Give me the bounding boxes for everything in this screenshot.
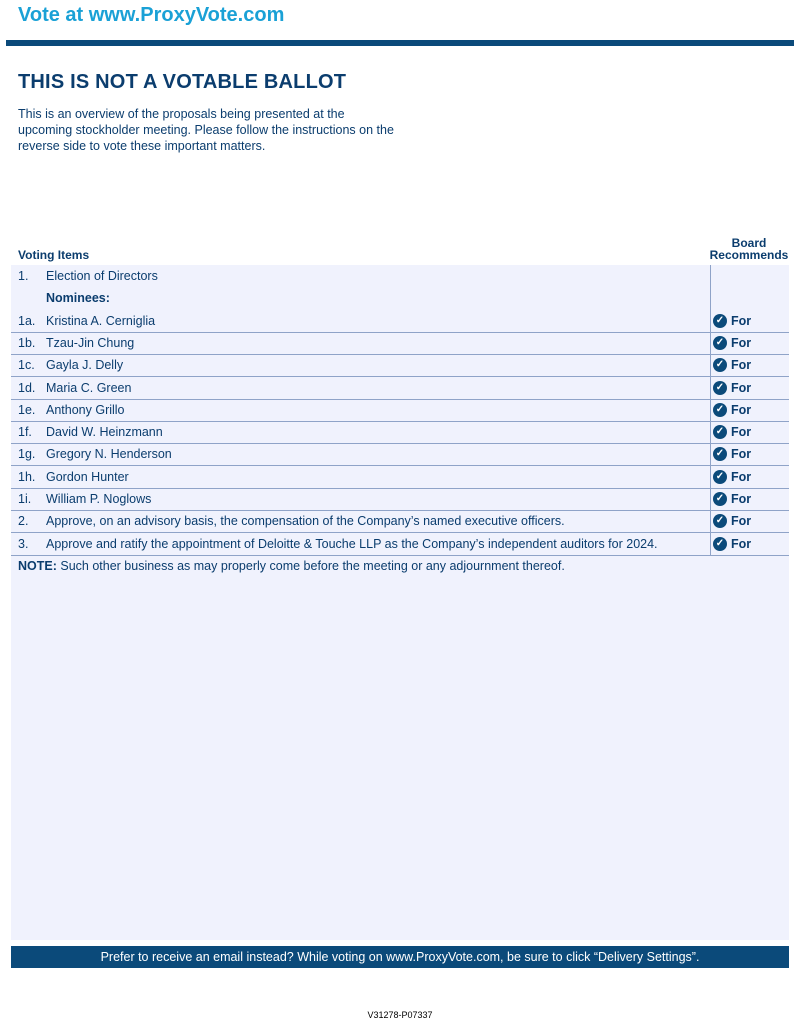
document-code: V31278-P07337 (367, 1010, 433, 1020)
intro-paragraph: This is an overview of the proposals being presented at the upcoming stockholder meeting. Please follow the instructions on the reverse side to vote these important matters. (18, 107, 394, 153)
note-label: NOTE: (18, 559, 57, 573)
check-circle-icon: ✓ (713, 492, 727, 506)
recommendation-label: For (731, 380, 752, 395)
voting-item-row (11, 377, 789, 400)
not-votable-heading: THIS IS NOT A VOTABLE BALLOT (18, 71, 347, 93)
voting-item-row (11, 399, 789, 422)
board-recommends-line1: Board (731, 236, 767, 250)
item-text: Approve, on an advisory basis, the compensation of the Company’s named executive officers. (46, 514, 565, 529)
item-number: 1c. (18, 358, 35, 373)
check-circle-icon: ✓ (713, 403, 727, 417)
item-text: Anthony Grillo (46, 402, 125, 417)
voting-item-row (11, 421, 789, 444)
board-recommendation (713, 421, 751, 443)
board-recommendation (713, 488, 751, 510)
voting-item-row (11, 510, 789, 533)
item-number: 1. (18, 269, 29, 283)
board-recommendation (713, 310, 751, 332)
voting-item-row (11, 443, 789, 466)
board-recommendation (713, 510, 751, 532)
recommendation-label: For (731, 313, 752, 328)
item-text: Gregory N. Henderson (46, 447, 172, 462)
voting-items-panel (11, 265, 789, 940)
voting-item-row (11, 466, 789, 489)
proxyvote-header-title: Vote at www.ProxyVote.com (18, 4, 285, 26)
recommendation-label: For (731, 536, 752, 551)
item-text: David W. Heinzmann (46, 425, 163, 440)
check-circle-icon: ✓ (713, 447, 727, 461)
recommendation-label: For (731, 358, 752, 373)
board-recommendation (713, 332, 751, 354)
item-number: 2. (18, 514, 29, 529)
board-recommendation (713, 466, 751, 488)
item-text: Approve and ratify the appointment of Deloitte & Touche LLP as the Company’s independent auditors for 2024. (46, 536, 658, 551)
check-circle-icon: ✓ (713, 425, 727, 439)
voting-items-header: Voting Items (18, 248, 90, 262)
email-delivery-banner: Prefer to receive an email instead? While voting on www.ProxyVote.com, be sure to click “Delivery Settings”. (11, 946, 789, 968)
item-text: Kristina A. Cerniglia (46, 313, 156, 328)
board-recommendation (713, 354, 751, 376)
recommendation-label: For (731, 447, 752, 462)
board-recommends-header (708, 237, 790, 261)
item-number: 1d. (18, 380, 36, 395)
recommendation-label: For (731, 514, 752, 529)
recommendation-label: For (731, 335, 752, 350)
voting-item-row (11, 265, 789, 287)
voting-item-row (11, 354, 789, 377)
board-recommendation (713, 533, 751, 555)
voting-item-row (11, 488, 789, 511)
check-circle-icon: ✓ (713, 537, 727, 551)
note-text: Such other business as may properly come before the meeting or any adjournment thereof. (56, 559, 565, 573)
voting-item-row (11, 533, 789, 556)
check-circle-icon: ✓ (713, 470, 727, 484)
item-number: 1h. (18, 469, 36, 484)
voting-item-row (11, 310, 789, 333)
board-recommendation (713, 399, 751, 421)
board-recommendation (713, 377, 751, 399)
item-number: 1e. (18, 402, 36, 417)
recommendation-label: For (731, 492, 752, 506)
board-recommendation (713, 443, 751, 465)
item-text: Nominees: (46, 291, 110, 306)
item-number: 1i. (18, 492, 32, 506)
item-text: Tzau-Jin Chung (46, 335, 135, 350)
item-text: Gordon Hunter (46, 469, 129, 484)
item-number: 1f. (18, 425, 32, 440)
item-number: 1a. (18, 313, 36, 328)
recommendation-label: For (731, 425, 752, 440)
item-text: Gayla J. Delly (46, 358, 124, 373)
board-recommends-line2: Recommends (709, 248, 789, 262)
item-text: Election of Directors (46, 269, 158, 283)
header-rule (6, 40, 794, 46)
note-line (18, 555, 565, 577)
voting-item-row (11, 287, 789, 309)
check-circle-icon: ✓ (713, 514, 727, 528)
check-circle-icon: ✓ (713, 358, 727, 372)
item-text: William P. Noglows (46, 492, 152, 506)
item-number: 3. (18, 536, 29, 551)
recommendation-label: For (731, 469, 752, 484)
item-number: 1g. (18, 447, 36, 462)
recommendation-label: For (731, 402, 752, 417)
item-text: Maria C. Green (46, 380, 132, 395)
check-circle-icon: ✓ (713, 381, 727, 395)
check-circle-icon: ✓ (713, 314, 727, 328)
check-circle-icon: ✓ (713, 336, 727, 350)
voting-item-row (11, 332, 789, 355)
item-number: 1b. (18, 335, 36, 350)
